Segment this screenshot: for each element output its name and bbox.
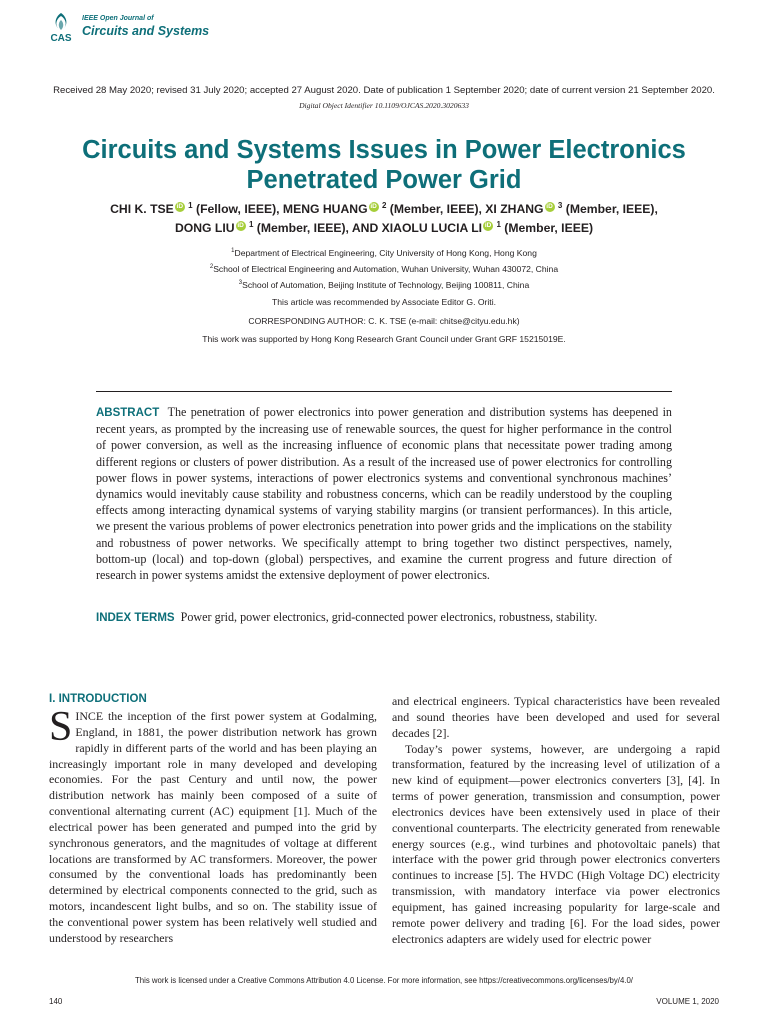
affiliation-2: $^2$School of Electrical Engineering and Automation, Wuhan University, Wuhan 430072, China <box>209 264 559 274</box>
intro-paragraph-1-continued: and electrical engineers. Typical characteristics have been revealed and sound theories have been developed and used for several decades [2]. <box>392 694 720 740</box>
author-line-2 <box>0 220 768 235</box>
author-role: (Member, IEEE) <box>504 221 594 236</box>
funding-note: This work was supported by Hong Kong Research Grant Council under Grant GRF 15215019E. <box>202 334 566 344</box>
author-name: DONG LIU <box>174 221 235 236</box>
license-notice: This work is licensed under a Creative Commons Attribution 4.0 License. For more information, see https://creativecommons.org/licenses/by/4.0/ <box>135 976 633 985</box>
logo-text: CAS <box>50 33 72 44</box>
abstract-label: ABSTRACT <box>96 407 160 419</box>
corresponding-author: CORRESPONDING AUTHOR: C. K. TSE (e-mail: chitse@cityu.edu.hk) <box>248 316 520 326</box>
author-role: (Member, IEEE), <box>565 202 658 217</box>
abstract-text: The penetration of power electronics into power generation and distribution systems has deepened in recent years, as prompted by the increasing use of renewable sources, the quest for higher performance in the control of power conversion, as well as the increasing influence of economic plans that necessitate power trading among different regions or clusters of power distribution. As a result of the increased use of power electronics for controlling power flows in power systems, interactions of power electronics systems and conventional synchronous machines’ dynamics would inevitably cause stability and robustness concerns, which can be readily understood by the coupling effects among interacting dynamical systems of varying stability margins (or transient performances). In this article, we present the various problems of power electronics penetration into power grids and the implications on the stability and robustness of power networks. We specifically attempt to bring together two distinct perspectives, namely, bottom-up (local) and top-down (global) perspectives, and examine the current progress and future direction of research in power systems amidst the extensive deployment of power electronics. <box>96 405 672 583</box>
author-role: (Member, IEEE), XI ZHANG <box>389 202 544 217</box>
doi-line: Digital Object Identifier 10.1109/OJCAS.2020.3020633 <box>299 101 469 110</box>
intro-paragraph-2: Today’s power systems, however, are undergoing a rapid transformation, featured by the increasing level of utilization of a new kind of equipment—power electronics converters [3], [4]. In terms of power generation, transmission and consumption, power electronics devices have been extensively used in place of their conventional counterparts. The electricity generated from renewable energy sources (e.g., wind turbines and photovoltaic panels) that interface with the power grid through power electronics converters continues to increase [5]. The HVDC (High Voltage DC) electricity transmission, with mandatory interface via power electronics equipment, has gained increasing popularity for large-scale and remote power delivery and trading [6]. For the load sides, power electronics adapters are widely used for electric power <box>392 741 720 946</box>
author-affiliation-mark: 1 <box>496 220 501 229</box>
intro-paragraph-1: SINCE the inception of the first power system at Godalming, England, in 1881, the power distribution network has grown rapidly in different parts of the world and has been playing an increasingly important role in many developed and developing economies. For the past Century and until now, the power distribution network has mainly been composed of a suite of conventional alternating current (AC) equipment [1]. Much of the electrical power has been generated and pumped into the grid by synchronous generators, and the magnitudes of voltage at different locations are transformed by AC transformers. Moreover, the power consumed by the conventional loads has predominantly been determined by electrical components connected to the grid, such as motors, incandescent light bulbs, and so on. The stability issue of the conventional power system has been relatively well studied and understood by researchers <box>49 704 377 945</box>
author-affiliation-mark: 2 <box>381 201 387 210</box>
author-affiliation-mark: 1 <box>188 201 193 210</box>
body-column-left <box>49 692 377 947</box>
orcid-icon[interactable]: iD <box>370 203 377 210</box>
abstract <box>96 404 672 583</box>
index-terms-label: INDEX TERMS <box>96 612 175 624</box>
author-name: CHI K. TSE <box>110 202 174 217</box>
page-number: 140 <box>49 997 63 1006</box>
affiliation-1: $^1$Department of Electrical Engineering, City University of Hong Kong, Hong Kong <box>231 248 537 258</box>
abstract-divider <box>96 391 672 392</box>
volume-info: VOLUME 1, 2020 <box>656 997 719 1006</box>
author-role: (Fellow, IEEE), MENG HUANG <box>196 202 368 217</box>
author-affiliation-mark: 1 <box>248 220 254 229</box>
body-column-right <box>392 694 720 948</box>
journal-name-line2: Circuits and Systems <box>82 24 210 38</box>
affiliation-3: $^3$School of Automation, Beijing Institute of Technology, Beijing 100811, China <box>238 280 530 290</box>
drop-cap: S <box>49 704 73 750</box>
index-terms <box>96 609 672 626</box>
orcid-icon[interactable]: iD <box>546 203 553 210</box>
index-terms-text: Power grid, power electronics, grid-connected power electronics, robustness, stability. <box>180 610 598 624</box>
cas-logo <box>46 11 76 45</box>
publication-history: Received 28 May 2020; revised 31 July 2020; accepted 27 August 2020. Date of publication 1 September 2020; date of current version 21 September 2020. <box>53 85 715 96</box>
section-heading: I. INTRODUCTION <box>49 693 147 705</box>
paper-title: Circuits and Systems Issues in Power Electronics Penetrated Power Grid <box>82 136 686 194</box>
orcid-icon[interactable]: iD <box>176 203 184 210</box>
journal-name-line1: IEEE Open Journal of <box>82 15 154 22</box>
author-role: (Member, IEEE), AND XIAOLU LUCIA LI <box>256 221 483 236</box>
recommended-by: This article was recommended by Associate Editor G. Oriti. <box>272 297 496 307</box>
author-affiliation-mark: 3 <box>557 201 563 210</box>
orcid-icon[interactable]: iD <box>484 222 492 229</box>
author-line-1 <box>0 201 768 216</box>
orcid-icon[interactable]: iD <box>237 222 244 229</box>
